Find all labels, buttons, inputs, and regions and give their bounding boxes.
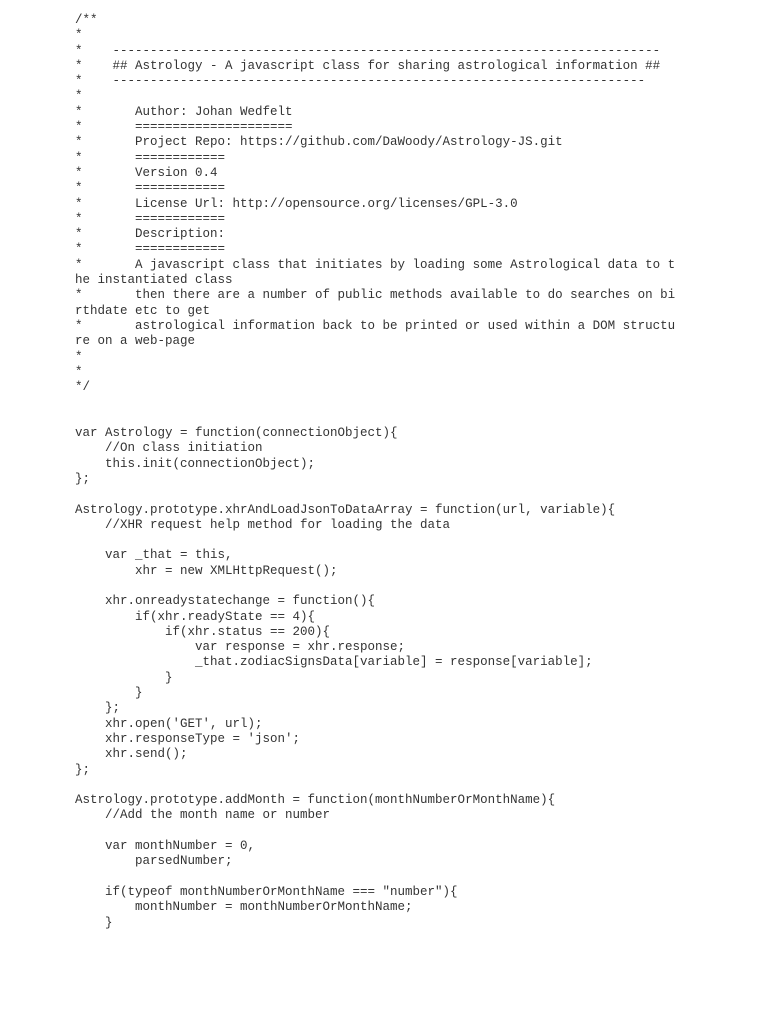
code-line: * astrological information back to be printed or used within a DOM structu bbox=[75, 318, 676, 333]
code-line: _that.zodiacSignsData[variable] = response[variable]; bbox=[75, 655, 593, 670]
code-line: xhr.open('GET', url); bbox=[75, 716, 263, 731]
code-line: * bbox=[75, 349, 83, 364]
code-line: * Author: Johan Wedfelt bbox=[75, 104, 293, 119]
code-line: * ## Astrology - A javascript class for sharing astrological information ## bbox=[75, 58, 661, 73]
code-line: if(xhr.status == 200){ bbox=[75, 624, 331, 639]
code-line: if(xhr.readyState == 4){ bbox=[75, 609, 316, 624]
code-line bbox=[75, 395, 675, 410]
code-line bbox=[75, 824, 675, 839]
code-line: * then there are a number of public methods available to do searches on bi bbox=[75, 288, 676, 303]
code-line: * Description: bbox=[75, 227, 226, 242]
code-line: var monthNumber = 0, bbox=[75, 839, 256, 854]
code-line: xhr.responseType = 'json'; bbox=[75, 731, 301, 746]
code-line: } bbox=[75, 686, 143, 701]
code-line: //XHR request help method for loading the data bbox=[75, 517, 451, 532]
code-line: * bbox=[75, 89, 83, 104]
code-line: he instantiated class bbox=[75, 273, 233, 288]
code-line: monthNumber = monthNumberOrMonthName; bbox=[75, 900, 413, 915]
code-line: * ----------------------------------------------------------------------- bbox=[75, 74, 646, 89]
code-line: re on a web-page bbox=[75, 334, 196, 349]
code-line bbox=[75, 579, 675, 594]
code-line: xhr.onreadystatechange = function(){ bbox=[75, 594, 376, 609]
code-line bbox=[75, 870, 675, 885]
code-line: * ===================== bbox=[75, 120, 293, 135]
code-line: * Project Repo: https://github.com/DaWoody/Astrology-JS.git bbox=[75, 135, 563, 150]
code-listing bbox=[75, 13, 675, 931]
code-line: var _that = this, bbox=[75, 548, 233, 563]
code-line: rthdate etc to get bbox=[75, 303, 211, 318]
code-line: * ============ bbox=[75, 150, 226, 165]
code-line: * Version 0.4 bbox=[75, 165, 218, 180]
code-line: * bbox=[75, 364, 83, 379]
code-line bbox=[75, 778, 675, 793]
code-line: /** bbox=[75, 13, 98, 27]
code-line: } bbox=[75, 915, 113, 930]
code-line bbox=[75, 411, 675, 426]
code-line: * ============ bbox=[75, 211, 226, 226]
code-line: * A javascript class that initiates by loading some Astrological data to t bbox=[75, 257, 676, 272]
code-line: }; bbox=[75, 701, 121, 716]
code-line: parsedNumber; bbox=[75, 854, 233, 869]
code-line: * ============ bbox=[75, 242, 226, 257]
code-line bbox=[75, 487, 675, 502]
code-line: this.init(connectionObject); bbox=[75, 456, 316, 471]
code-line: xhr = new XMLHttpRequest(); bbox=[75, 563, 338, 578]
code-line: * bbox=[75, 28, 83, 43]
code-line: var response = xhr.response; bbox=[75, 640, 406, 655]
code-line: xhr.send(); bbox=[75, 747, 188, 762]
code-line: //Add the month name or number bbox=[75, 808, 331, 823]
code-line: var Astrology = function(connectionObject){ bbox=[75, 426, 398, 441]
code-line bbox=[75, 533, 675, 548]
code-line: } bbox=[75, 670, 173, 685]
code-line: */ bbox=[75, 380, 91, 395]
code-line: * License Url: http://opensource.org/licenses/GPL-3.0 bbox=[75, 196, 518, 211]
code-line: * ------------------------------------------------------------------------- bbox=[75, 43, 661, 58]
code-line: }; bbox=[75, 762, 91, 777]
code-line: if(typeof monthNumberOrMonthName === "number"){ bbox=[75, 884, 458, 899]
code-line: Astrology.prototype.xhrAndLoadJsonToDataArray = function(url, variable){ bbox=[75, 502, 616, 517]
code-line: * ============ bbox=[75, 181, 226, 196]
code-line: Astrology.prototype.addMonth = function(monthNumberOrMonthName){ bbox=[75, 793, 556, 808]
code-line: }; bbox=[75, 471, 91, 486]
code-line: //On class initiation bbox=[75, 441, 263, 456]
